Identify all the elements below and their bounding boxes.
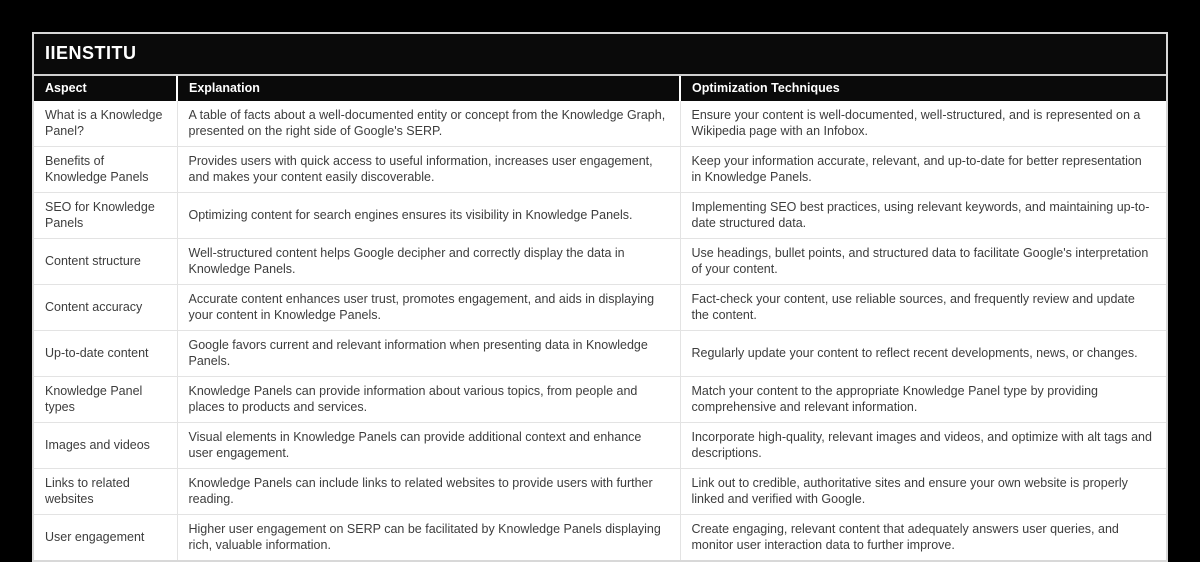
cell-optimization: Incorporate high-quality, relevant images and videos, and optimize with alt tags and descriptions. <box>680 423 1166 469</box>
table-header-row <box>34 76 1166 101</box>
cell-optimization: Create engaging, relevant content that adequately answers user queries, and monitor user interaction data to further improve. <box>680 515 1166 561</box>
cell-explanation: Accurate content enhances user trust, promotes engagement, and aids in displaying your content in Knowledge Panels. <box>177 285 680 331</box>
knowledge-panel-table <box>34 76 1166 560</box>
cell-aspect: User engagement <box>34 515 177 561</box>
table-row <box>34 101 1166 147</box>
cell-aspect: Knowledge Panel types <box>34 377 177 423</box>
table-row <box>34 147 1166 193</box>
cell-aspect: SEO for Knowledge Panels <box>34 193 177 239</box>
cell-explanation: Knowledge Panels can provide information about various topics, from people and places to products and services. <box>177 377 680 423</box>
table-row <box>34 423 1166 469</box>
table-row <box>34 377 1166 423</box>
table-body <box>34 101 1166 560</box>
cell-explanation: Knowledge Panels can include links to related websites to provide users with further reading. <box>177 469 680 515</box>
brand-title: IIENSTITU <box>34 34 1166 76</box>
column-header-aspect: Aspect <box>34 76 177 101</box>
cell-optimization: Ensure your content is well-documented, well-structured, and is represented on a Wikipedia page with an Infobox. <box>680 101 1166 147</box>
cell-optimization: Implementing SEO best practices, using relevant keywords, and maintaining up-to-date structured data. <box>680 193 1166 239</box>
cell-explanation: Optimizing content for search engines ensures its visibility in Knowledge Panels. <box>177 193 680 239</box>
cell-aspect: Content accuracy <box>34 285 177 331</box>
cell-aspect: Links to related websites <box>34 469 177 515</box>
column-header-optimization-techniques: Optimization Techniques <box>680 76 1166 101</box>
column-header-explanation: Explanation <box>177 76 680 101</box>
cell-explanation: Higher user engagement on SERP can be facilitated by Knowledge Panels displaying rich, valuable information. <box>177 515 680 561</box>
cell-optimization: Use headings, bullet points, and structured data to facilitate Google's interpretation of your content. <box>680 239 1166 285</box>
cell-optimization: Match your content to the appropriate Knowledge Panel type by providing comprehensive and relevant information. <box>680 377 1166 423</box>
cell-explanation: Visual elements in Knowledge Panels can provide additional context and enhance user engagement. <box>177 423 680 469</box>
cell-optimization: Regularly update your content to reflect recent developments, news, or changes. <box>680 331 1166 377</box>
table-row <box>34 469 1166 515</box>
cell-aspect: Content structure <box>34 239 177 285</box>
cell-aspect: What is a Knowledge Panel? <box>34 101 177 147</box>
cell-aspect: Up-to-date content <box>34 331 177 377</box>
cell-explanation: A table of facts about a well-documented entity or concept from the Knowledge Graph, presented on the right side of Google's SERP. <box>177 101 680 147</box>
cell-aspect: Benefits of Knowledge Panels <box>34 147 177 193</box>
cell-explanation: Well-structured content helps Google decipher and correctly display the data in Knowledge Panels. <box>177 239 680 285</box>
table-header <box>34 76 1166 101</box>
cell-optimization: Fact-check your content, use reliable sources, and frequently review and update the content. <box>680 285 1166 331</box>
cell-explanation: Google favors current and relevant information when presenting data in Knowledge Panels. <box>177 331 680 377</box>
cell-optimization: Keep your information accurate, relevant, and up-to-date for better representation in Knowledge Panels. <box>680 147 1166 193</box>
cell-aspect: Images and videos <box>34 423 177 469</box>
cell-explanation: Provides users with quick access to useful information, increases user engagement, and makes your content easily discoverable. <box>177 147 680 193</box>
knowledge-panel-table-card <box>32 32 1168 562</box>
table-row <box>34 515 1166 561</box>
table-row <box>34 193 1166 239</box>
table-row <box>34 285 1166 331</box>
table-row <box>34 331 1166 377</box>
table-row <box>34 239 1166 285</box>
cell-optimization: Link out to credible, authoritative sites and ensure your own website is properly linked and verified with Google. <box>680 469 1166 515</box>
